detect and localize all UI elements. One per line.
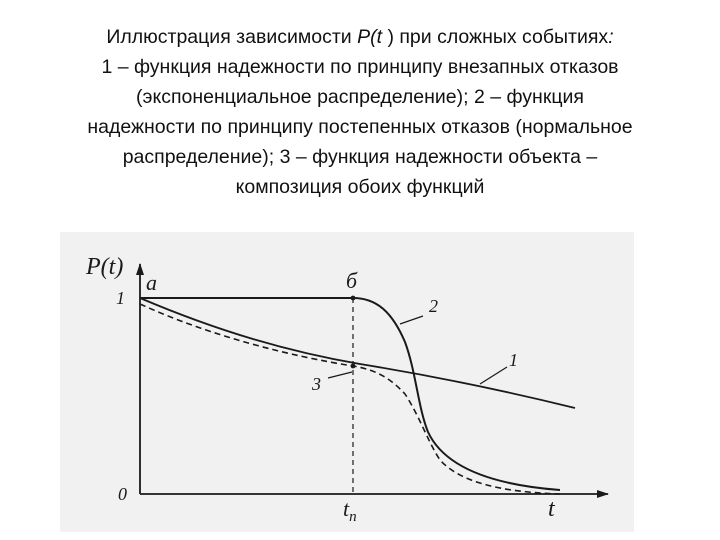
x-axis-label: t (548, 496, 555, 522)
caption-line-6: композиция обоих функций (235, 176, 485, 198)
caption-text: Иллюстрация зависимости (106, 26, 358, 48)
one-tick-label: 1 (116, 288, 125, 308)
leader-2 (400, 316, 423, 324)
reliability-diagram (60, 232, 634, 532)
tn-label-sub: n (349, 509, 357, 525)
tn-label-main: t (343, 496, 350, 521)
caption-text: ) при сложных событиях (382, 26, 609, 48)
caption-colon: : (608, 26, 614, 48)
curve-2-normal (140, 298, 560, 490)
point-a-label: a (146, 270, 157, 295)
curve-1-label: 1 (509, 350, 518, 370)
figure-caption (18, 22, 702, 202)
diagram-svg (60, 232, 634, 532)
curve-3-composition (140, 304, 560, 494)
tn-label (343, 496, 357, 525)
point-b-dot (351, 296, 356, 301)
curve-2-label: 2 (429, 296, 438, 316)
caption-line-4: надежности по принципу постепенных отказов (нормальное (87, 116, 633, 138)
caption-line-1 (18, 22, 702, 52)
leader-3 (328, 372, 352, 378)
y-axis-label: P(t) (86, 254, 124, 280)
caption-line-2: 1 – функция надежности по принципу внезапных отказов (101, 56, 619, 78)
point-b-label: б (346, 268, 358, 293)
origin-label: 0 (118, 484, 127, 504)
leader-1 (480, 367, 507, 384)
caption-line-5: распределение); 3 – функция надежности объекта – (122, 146, 598, 168)
caption-function: P(t (357, 26, 383, 48)
curve3-dot (351, 364, 356, 369)
caption-line-3: (экспоненциальное распределение); 2 – функция (136, 86, 584, 108)
curve-3-label: 3 (312, 374, 321, 394)
